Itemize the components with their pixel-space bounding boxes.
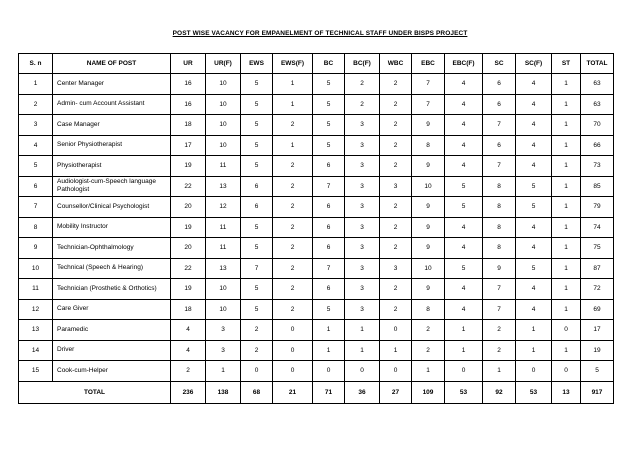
table-cell: 1	[345, 340, 380, 361]
column-header: NAME OF POST	[53, 54, 171, 74]
table-cell: 18	[171, 115, 206, 136]
table-cell: 6	[313, 197, 345, 218]
table-cell: 16	[171, 94, 206, 115]
total-cell: 53	[516, 381, 552, 403]
table-cell: 5	[516, 197, 552, 218]
column-header: ST	[552, 54, 581, 74]
post-name-cell: Care Giver	[53, 299, 171, 320]
table-cell: 6	[483, 135, 516, 156]
table-row	[19, 320, 614, 341]
table-cell: 15	[19, 361, 53, 382]
table-cell: 5	[313, 74, 345, 95]
table-cell: 3	[19, 115, 53, 136]
table-cell: 4	[445, 238, 483, 259]
column-header: TOTAL	[581, 54, 614, 74]
table-cell: 5	[241, 74, 273, 95]
table-cell: 2	[273, 156, 313, 177]
table-cell: 5	[241, 94, 273, 115]
table-cell: 6	[313, 217, 345, 238]
post-name-cell: Technician-Ophthalmology	[53, 238, 171, 259]
table-cell: 1	[552, 135, 581, 156]
total-row	[19, 381, 614, 403]
table-cell: 12	[206, 197, 241, 218]
table-cell: 9	[19, 238, 53, 259]
column-header: EWS	[241, 54, 273, 74]
table-cell: 19	[171, 156, 206, 177]
table-cell: 5	[313, 299, 345, 320]
table-cell: 4	[445, 156, 483, 177]
table-cell: 5	[19, 156, 53, 177]
table-cell: 6	[313, 279, 345, 300]
table-cell: 2	[273, 279, 313, 300]
table-cell: 79	[581, 197, 614, 218]
table-cell: 2	[380, 115, 412, 136]
table-cell: 16	[171, 74, 206, 95]
table-cell: 11	[206, 156, 241, 177]
table-cell: 7	[19, 197, 53, 218]
table-cell: 69	[581, 299, 614, 320]
table-cell: 11	[206, 217, 241, 238]
table-cell: 13	[19, 320, 53, 341]
table-cell: 5	[445, 197, 483, 218]
table-cell: 5	[241, 299, 273, 320]
table-cell: 4	[445, 115, 483, 136]
table-cell: 3	[206, 320, 241, 341]
table-row	[19, 361, 614, 382]
table-cell: 4	[445, 94, 483, 115]
table-cell: 3	[345, 217, 380, 238]
table-cell: 2	[241, 340, 273, 361]
table-cell: 74	[581, 217, 614, 238]
table-cell: 85	[581, 176, 614, 197]
table-cell: 7	[483, 299, 516, 320]
column-header: UR(F)	[206, 54, 241, 74]
table-cell: 8	[19, 217, 53, 238]
table-cell: 0	[380, 320, 412, 341]
post-name-cell: Technician (Prosthetic & Orthotics)	[53, 279, 171, 300]
table-cell: 2	[241, 320, 273, 341]
table-cell: 5	[313, 115, 345, 136]
table-cell: 11	[206, 238, 241, 259]
total-cell: 109	[412, 381, 445, 403]
column-header: EWS(F)	[273, 54, 313, 74]
table-cell: 6	[241, 176, 273, 197]
table-cell: 2	[380, 156, 412, 177]
total-cell: 71	[313, 381, 345, 403]
table-cell: 1	[19, 74, 53, 95]
table-cell: 7	[483, 279, 516, 300]
table-cell: 9	[412, 115, 445, 136]
table-cell: 2	[380, 279, 412, 300]
table-cell: 2	[171, 361, 206, 382]
table-cell: 9	[412, 279, 445, 300]
table-row	[19, 197, 614, 218]
table-row	[19, 340, 614, 361]
table-row	[19, 74, 614, 95]
table-cell: 5	[581, 361, 614, 382]
table-cell: 9	[483, 258, 516, 279]
post-name-cell: Case Manager	[53, 115, 171, 136]
table-cell: 6	[313, 156, 345, 177]
table-cell: 1	[273, 135, 313, 156]
table-cell: 11	[19, 279, 53, 300]
table-row	[19, 94, 614, 115]
table-cell: 7	[483, 115, 516, 136]
table-cell: 5	[241, 279, 273, 300]
table-cell: 4	[445, 74, 483, 95]
table-cell: 72	[581, 279, 614, 300]
table-cell: 3	[345, 279, 380, 300]
table-cell: 7	[483, 156, 516, 177]
table-cell: 1	[552, 279, 581, 300]
table-cell: 2	[273, 217, 313, 238]
table-cell: 1	[552, 258, 581, 279]
table-cell: 3	[345, 238, 380, 259]
post-name-cell: Center Manager	[53, 74, 171, 95]
table-cell: 1	[345, 320, 380, 341]
table-cell: 2	[483, 340, 516, 361]
table-cell: 1	[445, 320, 483, 341]
table-cell: 0	[273, 340, 313, 361]
table-cell: 5	[313, 135, 345, 156]
table-cell: 4	[516, 135, 552, 156]
table-cell: 2	[273, 258, 313, 279]
post-name-cell: Counsellor/Clinical Psychologist	[53, 197, 171, 218]
table-cell: 5	[241, 115, 273, 136]
table-cell: 2	[19, 94, 53, 115]
total-cell: 92	[483, 381, 516, 403]
table-cell: 10	[206, 299, 241, 320]
table-cell: 2	[483, 320, 516, 341]
table-cell: 4	[516, 94, 552, 115]
table-row	[19, 299, 614, 320]
total-cell: 13	[552, 381, 581, 403]
table-cell: 5	[241, 238, 273, 259]
column-header: EBC	[412, 54, 445, 74]
table-cell: 0	[380, 361, 412, 382]
table-cell: 7	[412, 94, 445, 115]
table-cell: 1	[483, 361, 516, 382]
total-cell: 36	[345, 381, 380, 403]
table-cell: 2	[273, 299, 313, 320]
table-cell: 4	[516, 217, 552, 238]
table-cell: 10	[206, 94, 241, 115]
table-cell: 0	[552, 320, 581, 341]
table-cell: 4	[19, 135, 53, 156]
table-cell: 10	[206, 74, 241, 95]
table-cell: 3	[345, 258, 380, 279]
table-cell: 4	[445, 217, 483, 238]
post-name-cell: Admin- cum Account Assistant	[53, 94, 171, 115]
table-cell: 4	[516, 156, 552, 177]
table-cell: 75	[581, 238, 614, 259]
post-name-cell: Paramedic	[53, 320, 171, 341]
table-cell: 7	[313, 258, 345, 279]
table-cell: 19	[171, 279, 206, 300]
table-cell: 3	[345, 156, 380, 177]
table-cell: 5	[241, 135, 273, 156]
table-cell: 0	[445, 361, 483, 382]
table-cell: 13	[206, 258, 241, 279]
total-cell: 138	[206, 381, 241, 403]
table-cell: 8	[483, 217, 516, 238]
table-cell: 18	[171, 299, 206, 320]
table-cell: 0	[273, 320, 313, 341]
table-cell: 10	[412, 258, 445, 279]
table-cell: 5	[445, 176, 483, 197]
column-header: SC(F)	[516, 54, 552, 74]
table-cell: 10	[206, 135, 241, 156]
table-cell: 17	[171, 135, 206, 156]
table-cell: 6	[483, 94, 516, 115]
table-cell: 73	[581, 156, 614, 177]
table-cell: 8	[483, 176, 516, 197]
column-header: BC(F)	[345, 54, 380, 74]
table-cell: 2	[273, 176, 313, 197]
table-cell: 66	[581, 135, 614, 156]
table-cell: 4	[445, 279, 483, 300]
table-cell: 9	[412, 217, 445, 238]
table-cell: 1	[273, 94, 313, 115]
table-header-row	[19, 54, 614, 74]
total-cell: 27	[380, 381, 412, 403]
table-cell: 1	[552, 156, 581, 177]
table-cell: 3	[345, 135, 380, 156]
table-cell: 1	[313, 340, 345, 361]
table-cell: 2	[412, 340, 445, 361]
post-name-cell: Mobility Instructor	[53, 217, 171, 238]
table-cell: 0	[313, 361, 345, 382]
table-cell: 2	[380, 238, 412, 259]
table-cell: 13	[206, 176, 241, 197]
total-cell: 68	[241, 381, 273, 403]
table-row	[19, 135, 614, 156]
table-cell: 10	[19, 258, 53, 279]
table-cell: 4	[445, 135, 483, 156]
table-cell: 70	[581, 115, 614, 136]
column-header: WBC	[380, 54, 412, 74]
table-cell: 2	[345, 74, 380, 95]
table-cell: 2	[380, 197, 412, 218]
post-name-cell: Physiotherapist	[53, 156, 171, 177]
table-cell: 4	[516, 279, 552, 300]
table-cell: 8	[412, 299, 445, 320]
table-row	[19, 115, 614, 136]
table-cell: 2	[273, 238, 313, 259]
table-cell: 4	[516, 74, 552, 95]
table-cell: 0	[552, 361, 581, 382]
table-row	[19, 176, 614, 197]
table-cell: 2	[380, 94, 412, 115]
table-cell: 1	[552, 238, 581, 259]
table-cell: 5	[516, 176, 552, 197]
total-cell: 236	[171, 381, 206, 403]
table-cell: 5	[241, 217, 273, 238]
table-cell: 1	[273, 74, 313, 95]
post-name-cell: Driver	[53, 340, 171, 361]
table-cell: 4	[516, 238, 552, 259]
table-cell: 2	[380, 217, 412, 238]
table-cell: 63	[581, 74, 614, 95]
table-cell: 1	[552, 115, 581, 136]
table-cell: 1	[313, 320, 345, 341]
table-row	[19, 217, 614, 238]
table-cell: 20	[171, 238, 206, 259]
table-cell: 1	[552, 217, 581, 238]
column-header: BC	[313, 54, 345, 74]
table-cell: 0	[273, 361, 313, 382]
table-cell: 3	[345, 115, 380, 136]
table-cell: 8	[483, 197, 516, 218]
table-cell: 2	[380, 299, 412, 320]
total-cell: 53	[445, 381, 483, 403]
table-cell: 4	[171, 320, 206, 341]
table-cell: 2	[273, 115, 313, 136]
column-header: EBC(F)	[445, 54, 483, 74]
table-cell: 5	[313, 94, 345, 115]
table-cell: 19	[171, 217, 206, 238]
table-cell: 3	[380, 176, 412, 197]
vacancy-table	[18, 53, 614, 404]
table-cell: 7	[313, 176, 345, 197]
table-cell: 4	[445, 299, 483, 320]
table-cell: 19	[581, 340, 614, 361]
table-cell: 2	[380, 74, 412, 95]
table-cell: 14	[19, 340, 53, 361]
post-name-cell: Audiologist-cum-Speech language Pathologist	[53, 176, 171, 197]
table-cell: 10	[206, 115, 241, 136]
table-cell: 1	[552, 299, 581, 320]
table-cell: 10	[206, 279, 241, 300]
table-cell: 1	[412, 361, 445, 382]
table-cell: 2	[380, 135, 412, 156]
table-cell: 4	[516, 299, 552, 320]
table-cell: 2	[345, 94, 380, 115]
table-cell: 1	[552, 340, 581, 361]
table-cell: 6	[313, 238, 345, 259]
table-cell: 5	[241, 156, 273, 177]
table-cell: 3	[345, 176, 380, 197]
table-cell: 8	[412, 135, 445, 156]
post-name-cell: Senior Physiotherapist	[53, 135, 171, 156]
column-header: UR	[171, 54, 206, 74]
table-row	[19, 279, 614, 300]
table-cell: 22	[171, 258, 206, 279]
table-row	[19, 156, 614, 177]
column-header: SC	[483, 54, 516, 74]
table-cell: 2	[412, 320, 445, 341]
table-cell: 6	[483, 74, 516, 95]
table-cell: 9	[412, 238, 445, 259]
table-cell: 17	[581, 320, 614, 341]
column-header: S. n	[19, 54, 53, 74]
table-cell: 5	[516, 258, 552, 279]
table-cell: 4	[516, 115, 552, 136]
table-cell: 0	[241, 361, 273, 382]
table-cell: 9	[412, 156, 445, 177]
table-cell: 3	[206, 340, 241, 361]
table-cell: 87	[581, 258, 614, 279]
table-cell: 20	[171, 197, 206, 218]
total-label: TOTAL	[19, 381, 171, 403]
table-cell: 63	[581, 94, 614, 115]
table-cell: 7	[241, 258, 273, 279]
table-cell: 10	[412, 176, 445, 197]
table-row	[19, 258, 614, 279]
table-cell: 4	[171, 340, 206, 361]
table-cell: 3	[380, 258, 412, 279]
table-cell: 22	[171, 176, 206, 197]
table-cell: 1	[552, 74, 581, 95]
table-cell: 2	[273, 197, 313, 218]
table-cell: 1	[445, 340, 483, 361]
table-cell: 9	[412, 197, 445, 218]
table-cell: 1	[516, 340, 552, 361]
table-cell: 0	[345, 361, 380, 382]
table-cell: 1	[552, 176, 581, 197]
table-cell: 3	[345, 299, 380, 320]
table-cell: 1	[552, 94, 581, 115]
total-cell: 917	[581, 381, 614, 403]
document-title: POST WISE VACANCY FOR EMPANELMENT OF TECHNICAL STAFF UNDER BISPS PROJECT	[172, 30, 468, 37]
table-cell: 3	[345, 197, 380, 218]
table-cell: 0	[516, 361, 552, 382]
table-cell: 7	[412, 74, 445, 95]
table-cell: 5	[445, 258, 483, 279]
table-row	[19, 238, 614, 259]
table-cell: 12	[19, 299, 53, 320]
total-cell: 21	[273, 381, 313, 403]
table-cell: 1	[206, 361, 241, 382]
table-cell: 1	[516, 320, 552, 341]
post-name-cell: Cook-cum-Helper	[53, 361, 171, 382]
table-cell: 1	[552, 197, 581, 218]
post-name-cell: Technical (Speech & Hearing)	[53, 258, 171, 279]
table-cell: 1	[380, 340, 412, 361]
table-cell: 6	[19, 176, 53, 197]
table-cell: 6	[241, 197, 273, 218]
table-cell: 8	[483, 238, 516, 259]
